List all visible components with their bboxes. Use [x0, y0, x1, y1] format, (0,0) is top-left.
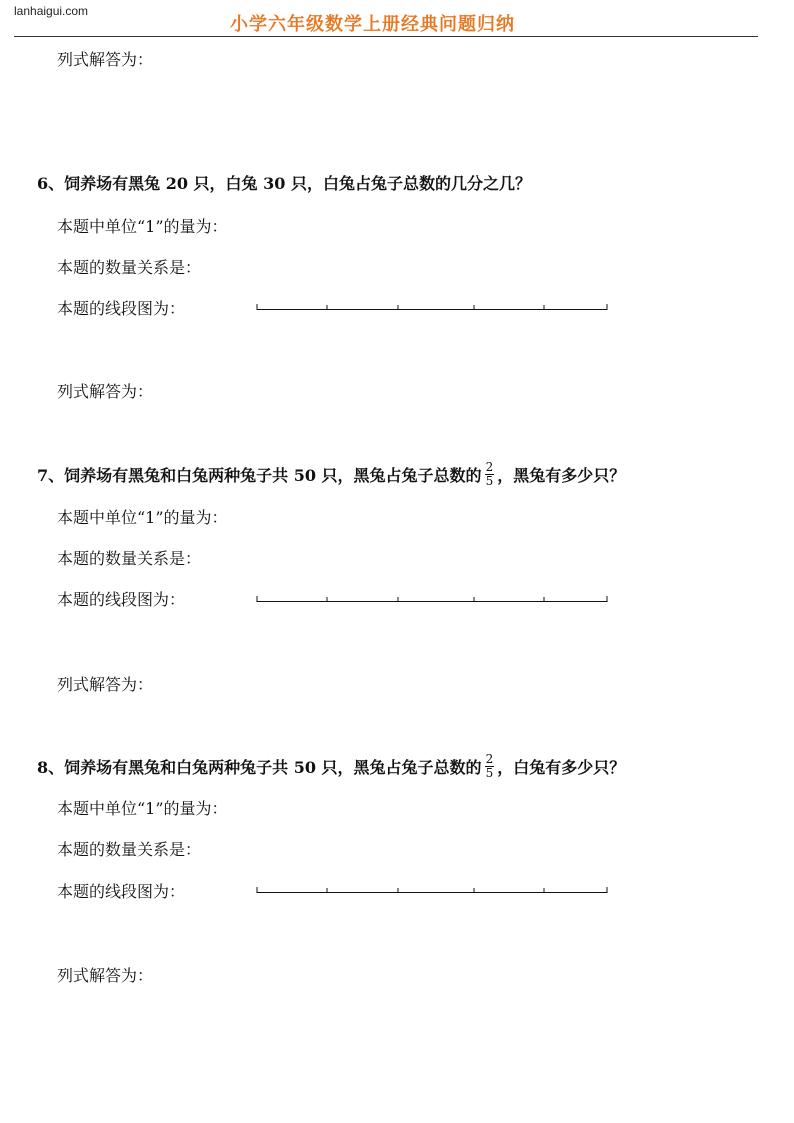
question-number: 7、 [37, 466, 65, 485]
question-text-end: ，黑兔有多少只？ [497, 466, 626, 485]
question-number: 8、 [37, 758, 65, 777]
unit-one-label: 本题中单位“1”的量为： [57, 508, 228, 527]
fraction [485, 753, 495, 780]
header-rule [14, 36, 758, 37]
unit-one-label: 本题中单位“1”的量为： [57, 217, 228, 236]
fraction [485, 461, 495, 488]
segment-label: 本题的线段图为： [57, 590, 186, 609]
segment-label: 本题的线段图为： [57, 882, 186, 901]
question-text-end: ，白兔有多少只？ [497, 758, 626, 777]
fraction-denominator: 5 [485, 766, 494, 780]
answer-label: 列式解答为： [57, 675, 154, 694]
segment-label: 本题的线段图为： [57, 299, 186, 318]
relation-label: 本题的数量关系是： [57, 549, 202, 568]
document-title: 小学六年级数学上册经典问题归纳 [230, 14, 515, 35]
answer-label: 列式解答为： [57, 966, 154, 985]
answer-label-top: 列式解答为： [57, 50, 154, 69]
fraction-numerator: 2 [485, 460, 494, 474]
question-number: 6、 [37, 174, 65, 193]
segment-diagram [256, 304, 608, 310]
question-text: 饲养场有黑兔和白兔两种兔子共 50 只，黑兔占兔子总数的 [64, 758, 482, 777]
site-url: lanhaigui.com [14, 4, 89, 18]
question-text: 饲养场有黑兔和白兔两种兔子共 50 只，黑兔占兔子总数的 [64, 466, 482, 485]
segment-diagram [256, 596, 608, 602]
question-text: 饲养场有黑兔 20 只，白兔 30 只，白兔占兔子总数的几分之几？ [64, 174, 531, 193]
relation-label: 本题的数量关系是： [57, 840, 202, 859]
question-8 [37, 752, 626, 782]
relation-label: 本题的数量关系是： [57, 258, 202, 277]
fraction-denominator: 5 [485, 474, 494, 488]
question-7 [37, 460, 626, 490]
unit-one-label: 本题中单位“1”的量为： [57, 799, 228, 818]
question-6 [37, 174, 531, 194]
segment-diagram [256, 887, 608, 893]
answer-label: 列式解答为： [57, 382, 154, 401]
fraction-numerator: 2 [485, 752, 494, 766]
